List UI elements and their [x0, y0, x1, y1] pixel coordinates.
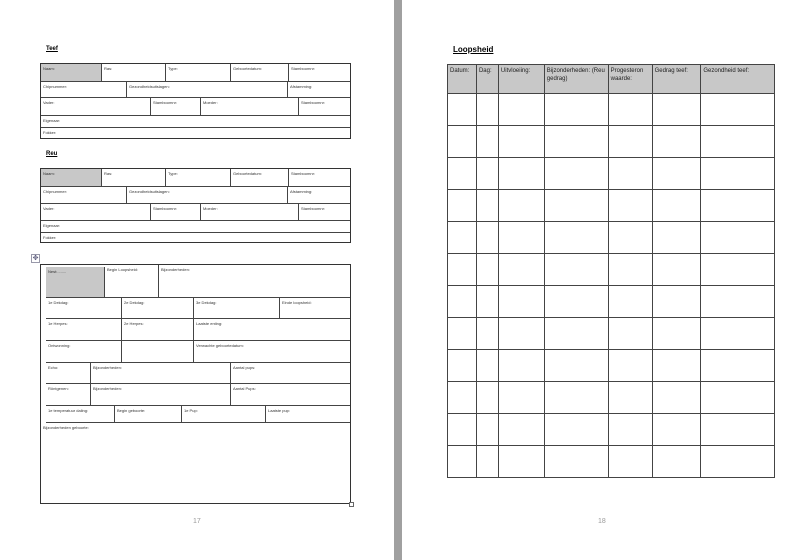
table-cell[interactable] [448, 350, 477, 382]
table-cell[interactable] [608, 254, 652, 286]
table-cell[interactable] [701, 350, 775, 382]
table-cell[interactable] [652, 446, 701, 478]
table-cell[interactable] [608, 222, 652, 254]
table-row [448, 158, 775, 190]
table-cell[interactable] [448, 254, 477, 286]
table-cell[interactable] [448, 382, 477, 414]
nest-einde-loopsheid[interactable]: Einde loopsheid: [280, 298, 350, 319]
table-cell[interactable] [476, 126, 498, 158]
table-cell[interactable] [701, 382, 775, 414]
page-number-left: 17 [193, 518, 201, 525]
table-cell[interactable] [652, 94, 701, 126]
reu-ras[interactable]: Ras: [102, 169, 166, 187]
table-cell[interactable] [498, 190, 544, 222]
nest-eerste-pup[interactable]: 1e Pup: [182, 406, 266, 423]
table-cell[interactable] [476, 222, 498, 254]
reu-moeder[interactable]: Moeder: [201, 204, 299, 221]
table-cell[interactable] [701, 190, 775, 222]
table-cell[interactable] [448, 126, 477, 158]
table-cell[interactable] [498, 382, 544, 414]
table-cell[interactable] [608, 190, 652, 222]
table-cell[interactable] [476, 190, 498, 222]
reu-chipnummer[interactable]: Chipnummer: [41, 187, 127, 204]
teef-geboortedatum[interactable]: Geboortedatum: [231, 64, 289, 82]
table-cell[interactable] [544, 446, 608, 478]
table-row [448, 126, 775, 158]
nest-begin-loopsheid[interactable]: Begin Loopsheid: [105, 265, 159, 298]
nest-dekdag-3[interactable]: 3e Dekdag: [194, 298, 280, 319]
table-cell[interactable] [544, 254, 608, 286]
teef-moeder[interactable]: Moeder: [201, 98, 299, 116]
table-cell[interactable] [498, 414, 544, 446]
table-cell[interactable] [476, 382, 498, 414]
table-cell[interactable] [476, 446, 498, 478]
nest-ontwonning[interactable]: Ontwonning: [46, 341, 122, 363]
table-cell[interactable] [498, 350, 544, 382]
teef-eigenaar[interactable]: Eigenaar: [41, 116, 350, 128]
table-cell[interactable] [608, 446, 652, 478]
reu-eigenaar[interactable]: Eigenaar: [41, 221, 350, 233]
table-cell[interactable] [544, 158, 608, 190]
table-cell[interactable] [544, 414, 608, 446]
table-cell[interactable] [544, 286, 608, 318]
nest-echo[interactable]: Echo: [46, 363, 91, 384]
table-cell[interactable] [608, 382, 652, 414]
table-row [448, 446, 775, 478]
table-row [448, 190, 775, 222]
nest-dekdag-1[interactable]: 1e Dekdag: [46, 298, 122, 319]
table-cell[interactable] [476, 254, 498, 286]
table-cell[interactable] [652, 222, 701, 254]
table-cell[interactable] [701, 158, 775, 190]
nest-rontgen-bijzonderheden[interactable]: Bijzonderheden: [91, 384, 231, 406]
teef-naam[interactable]: Naam: [41, 64, 102, 82]
reu-vader-stamboomnr[interactable]: Stamboomnr: [151, 204, 201, 221]
table-cell[interactable] [498, 126, 544, 158]
column-header: Uitvloeiing: [498, 65, 544, 94]
table-row [448, 94, 775, 126]
table-cell[interactable] [544, 350, 608, 382]
teef-fokker[interactable]: Fokker: [43, 130, 57, 135]
column-header: Bijzonderheden: (Reu gedrag) [544, 65, 608, 94]
table-cell[interactable] [652, 350, 701, 382]
table-cell[interactable] [498, 158, 544, 190]
table-cell[interactable] [544, 222, 608, 254]
table-cell[interactable] [701, 286, 775, 318]
table-row [448, 350, 775, 382]
nest-laatste-pup[interactable]: Laatste pup: [266, 406, 350, 423]
table-cell[interactable] [608, 350, 652, 382]
resize-icon[interactable] [349, 502, 354, 507]
table-cell[interactable] [476, 414, 498, 446]
table-row [448, 222, 775, 254]
teef-stamboomnr[interactable]: Stamboomnr: [289, 64, 350, 82]
loopsheid-title: Loopsheid [453, 45, 494, 54]
table-cell[interactable] [652, 286, 701, 318]
reu-naam[interactable]: Naam: [41, 169, 102, 187]
loopsheid-table [447, 64, 775, 478]
nest-temperatuur-daling[interactable]: 1e temperatuur daling: [46, 406, 115, 423]
teef-type[interactable]: Type: [166, 64, 231, 82]
column-header: Dag: [476, 65, 498, 94]
nest-echo-bijzonderheden[interactable]: Bijzonderheden: [91, 363, 231, 384]
table-cell[interactable] [652, 190, 701, 222]
table-row [448, 414, 775, 446]
table-cell[interactable] [498, 318, 544, 350]
teef-gezondheidsuitslagen[interactable]: Gezondheidsuitslagen: [127, 82, 288, 98]
column-header: Gedrag teef: [652, 65, 701, 94]
teef-vader-stamboomnr[interactable]: Stamboomnr: [151, 98, 201, 116]
table-row [448, 382, 775, 414]
table-row [448, 318, 775, 350]
table-cell[interactable] [448, 190, 477, 222]
reu-title: Reu [46, 151, 58, 157]
nest-rontgenen[interactable]: Röntgenen: [46, 384, 91, 406]
teef-title: Teef [46, 46, 58, 52]
table-cell[interactable] [608, 414, 652, 446]
table-cell[interactable] [701, 126, 775, 158]
table-cell[interactable] [608, 286, 652, 318]
table-cell[interactable] [652, 158, 701, 190]
table-cell[interactable] [448, 446, 477, 478]
table-cell[interactable] [544, 382, 608, 414]
nest-herpes-1[interactable]: 1e Herpes: [46, 319, 122, 341]
reu-moeder-stamboomnr[interactable]: Stamboomnr: [299, 204, 350, 221]
nest-dekdag-2[interactable]: 2e Dekdag: [122, 298, 194, 319]
table-cell[interactable] [701, 414, 775, 446]
table-cell[interactable] [498, 222, 544, 254]
table-cell[interactable] [544, 94, 608, 126]
reu-stamboomnr[interactable]: Stamboomnr: [289, 169, 350, 187]
table-cell[interactable] [476, 158, 498, 190]
table-cell[interactable] [701, 94, 775, 126]
table-cell[interactable] [448, 158, 477, 190]
table-cell[interactable] [701, 222, 775, 254]
table-cell[interactable] [608, 318, 652, 350]
table-cell[interactable] [476, 350, 498, 382]
table-cell[interactable] [652, 318, 701, 350]
table-cell[interactable] [652, 382, 701, 414]
nest-ontwonning-value[interactable] [122, 341, 194, 363]
table-cell[interactable] [544, 126, 608, 158]
table-cell[interactable] [498, 254, 544, 286]
table-cell[interactable] [498, 94, 544, 126]
nest-laatste-enting[interactable]: Laatste enting: [194, 319, 350, 341]
reu-gezondheidsuitslagen[interactable]: Gezondheidsuitslagen: [127, 187, 288, 204]
table-cell[interactable] [608, 158, 652, 190]
table-header-row [448, 65, 775, 94]
page-number-right: 18 [598, 518, 606, 525]
nest-field[interactable]: Nest:........ [46, 267, 105, 298]
table-cell[interactable] [448, 286, 477, 318]
reu-form [40, 168, 351, 243]
teef-form [40, 63, 351, 139]
table-cell[interactable] [701, 318, 775, 350]
move-icon[interactable]: ✥ [32, 255, 39, 262]
table-cell[interactable] [448, 94, 477, 126]
reu-fokker[interactable]: Fokker: [43, 235, 57, 240]
table-cell[interactable] [448, 318, 477, 350]
table-cell[interactable] [498, 286, 544, 318]
table-body [448, 94, 775, 478]
teef-vader[interactable]: Vader: [41, 98, 151, 116]
table-row [448, 286, 775, 318]
page-gutter [394, 0, 402, 560]
table-cell[interactable] [608, 94, 652, 126]
table-cell[interactable] [476, 286, 498, 318]
reu-vader[interactable]: Vader: [41, 204, 151, 221]
table-cell[interactable] [448, 222, 477, 254]
nest-begin-geboorte[interactable]: Begin geboorte: [115, 406, 182, 423]
table-cell[interactable] [476, 94, 498, 126]
teef-ras[interactable]: Ras: [102, 64, 166, 82]
table-cell[interactable] [652, 126, 701, 158]
nest-herpes-2[interactable]: 2e Herpes: [122, 319, 194, 341]
table-cell[interactable] [652, 414, 701, 446]
column-header: Progesteron waarde: [608, 65, 652, 94]
reu-type[interactable]: Type: [166, 169, 231, 187]
table-cell[interactable] [652, 254, 701, 286]
nest-verwachte-geboortedatum[interactable]: Verwachte geboortedatum: [194, 341, 350, 363]
nest-bijzonderheden-geboorte[interactable]: Bijzonderheden geboorte: [43, 425, 89, 430]
nest-bijzonderheden[interactable]: Bijzonderheden: [159, 265, 350, 298]
teef-chipnummer[interactable]: Chipnummer: [41, 82, 127, 98]
column-header: Gezondheid teef: [701, 65, 775, 94]
table-cell[interactable] [476, 318, 498, 350]
teef-afstamming[interactable]: Afstamming: [288, 82, 350, 98]
table-row [448, 254, 775, 286]
column-header: Datum: [448, 65, 477, 94]
table-cell[interactable] [608, 126, 652, 158]
table-cell[interactable] [701, 254, 775, 286]
nest-form [40, 264, 351, 504]
table-cell[interactable] [701, 446, 775, 478]
table-cell[interactable] [448, 414, 477, 446]
nest-aantal-pups-2[interactable]: Aantal Pups: [231, 384, 350, 406]
table-cell[interactable] [544, 190, 608, 222]
nest-aantal-pups-1[interactable]: Aantal pups: [231, 363, 350, 384]
reu-geboortedatum[interactable]: Geboortedatum: [231, 169, 289, 187]
reu-afstamming[interactable]: Afstamming: [288, 187, 350, 204]
table-cell[interactable] [544, 318, 608, 350]
table-cell[interactable] [498, 446, 544, 478]
teef-moeder-stamboomnr[interactable]: Stamboomnr: [299, 98, 350, 116]
